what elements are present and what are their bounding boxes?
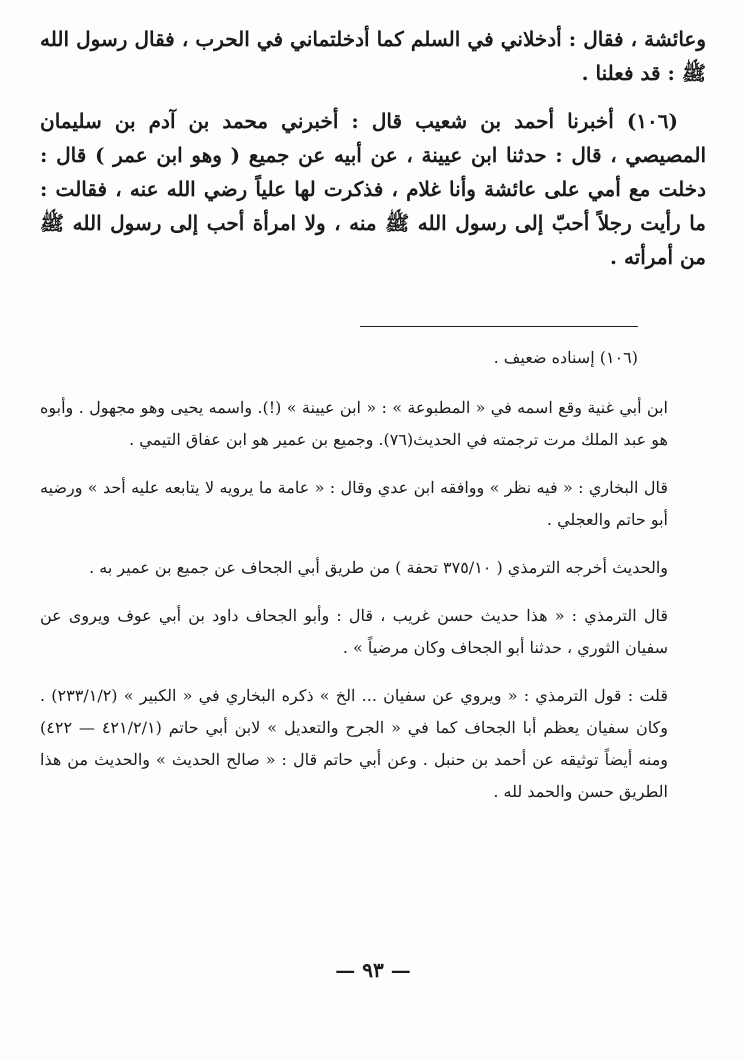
page-number: — ٩٣ — [335, 958, 411, 982]
footnote-divider [360, 326, 638, 327]
footnote-paragraph: قال البخاري : « فيه نظر » ووافقه ابن عدي وقال : « عامة ما يرويه لا يتابعه عليه أحد » ورضيه أبو حاتم والعجلي . [40, 478, 668, 529]
hadith-106-text: (١٠٦) أخبرنا أحمد بن شعيب قال : أخبرني محمد بن آدم بن سليمان المصيصي ، قال : حدثنا ابن عيينة ، عن أبيه عن جميع ( وهو ابن عمر ) قال : دخلت مع أمي على عائشة وأنا غلام ، فذكرت لها علياً رضي الله عنه ، فقالت : ما رأيت رجلاً أحبّ إلى رسول الله ﷺ منه ، ولا امرأة أحب إلى رسول الله ﷺ من أمرأته . [40, 109, 706, 269]
main-paragraph-1: وعائشة ، فقال : أدخلاني في السلم كما أدخلتماني في الحرب ، فقال رسول الله ﷺ : قد فعلنا . [40, 27, 706, 85]
footnote-heading: (١٠٦) إسناده ضعيف . [493, 348, 638, 367]
footnote-paragraph: ابن أبي غنية وقع اسمه في « المطبوعة » : « ابن عيينة » (!). واسمه يحيى وهو مجهول . وأبوه هو عبد الملك مرت ترجمته في الحديث(٧٦). وجميع بن عمير هو ابن عفاق التيمي . [40, 398, 668, 449]
main-text [40, 22, 706, 274]
footnote-paragraph: قلت : قول الترمذي : « ويروي عن سفيان ... الخ » ذكره البخاري في « الكبير » (٢٣٣/١/٢) . وكان سفيان يعظم أبا الجحاف كما في « الجرح والتعديل » لابن أبي حاتم (٤٢١/٢/١ — ٤٢٢) ومنه أيضاً توثيقه عن أحمد بن حنبل . وعن أبي حاتم قال : « صالح الحديث » والحديث من هذا الطريق حسن والحمد لله . [40, 686, 668, 801]
footnote-paragraph: والحديث أخرجه الترمذي ( ٣٧٥/١٠ تحفة ) من طريق أبي الجحاف عن جميع بن عمير به . [89, 558, 668, 577]
footnotes [40, 342, 668, 824]
footnote-paragraph: قال الترمذي : « هذا حديث حسن غريب ، قال : وأبو الجحاف داود بن أبي عوف ويروى عن سفيان الثوري ، حدثنا أبو الجحاف وكان مرضياً » . [40, 606, 668, 657]
